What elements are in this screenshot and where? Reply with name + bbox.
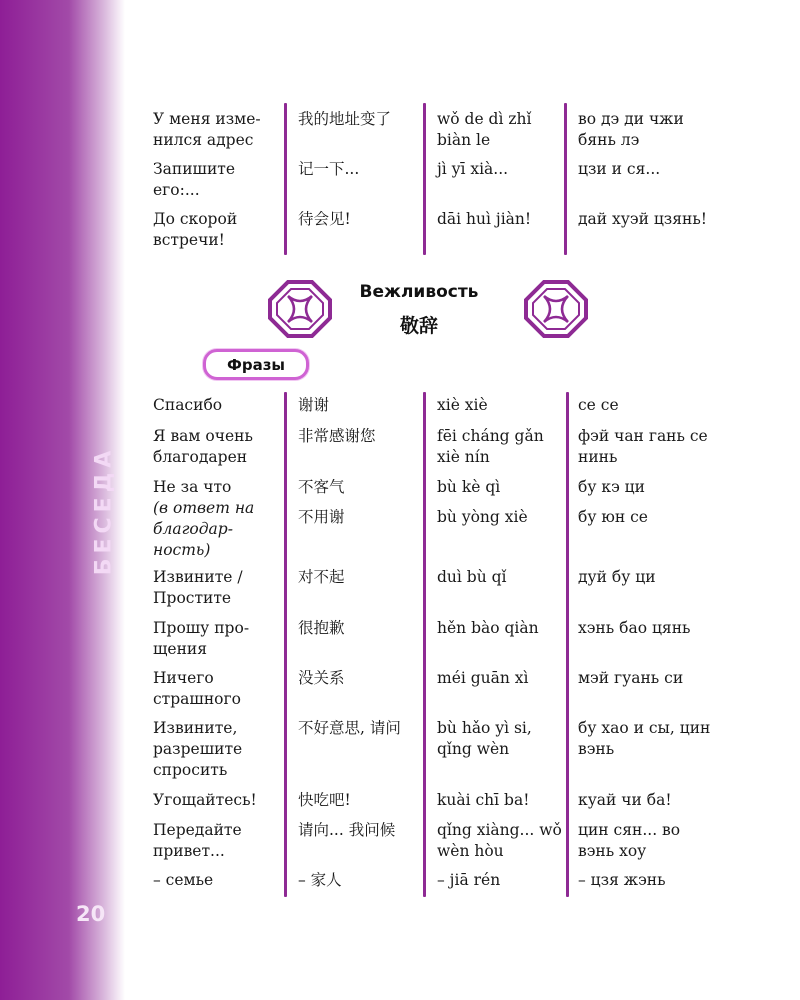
chinese-cell: 非常感谢您 [298, 427, 376, 445]
russian-cell [153, 477, 281, 561]
russian-cell: – семье [153, 871, 214, 889]
pinyin-cell: dāi huì jiàn! [437, 210, 532, 228]
transliteration-cell: – цзя жэнь [578, 871, 666, 889]
russian-cell: У меня изме-нился адрес [153, 110, 261, 149]
ornament-left-icon [268, 280, 332, 338]
russian-cell: Спасибо [153, 396, 223, 414]
russian-note: (в ответ на благодар-ность) [153, 499, 255, 559]
column-divider [284, 103, 287, 255]
russian-cell: Извините / Простите [153, 568, 243, 607]
russian-text: Не за что [153, 478, 232, 496]
transliteration-cell: бу хао и сы, цин вэнь [578, 719, 711, 758]
russian-cell: Я вам очень благодарен [153, 427, 253, 466]
russian-cell: Передайте привет... [153, 821, 242, 860]
pinyin-cell: fēi cháng gǎn xiè nín [437, 427, 544, 466]
transliteration-cell: хэнь бао цянь [578, 619, 691, 637]
transliteration-cell: дай хуэй цзянь! [578, 210, 708, 228]
chinese-cell: 对不起 [298, 568, 345, 586]
chinese-cell: 记一下... [298, 160, 360, 178]
pinyin-cell: kuài chī ba! [437, 791, 530, 809]
chinese-cell: 请向... 我问候 [298, 821, 396, 839]
pinyin-cell: xiè xiè [437, 396, 488, 414]
transliteration-cell: се се [578, 396, 619, 414]
russian-cell: Извините, разрешите спросить [153, 719, 243, 779]
transliteration-cell: куай чи ба! [578, 791, 672, 809]
pinyin-text: bù kè qì [437, 478, 501, 496]
chinese-cell: 快吃吧! [298, 791, 351, 809]
chinese-cell: 很抱歉 [298, 619, 345, 637]
chinese-cell: – 家人 [298, 871, 342, 889]
russian-cell: До скорой встречи! [153, 210, 238, 249]
transliteration-cell: фэй чан гань се нинь [578, 427, 708, 466]
pinyin-cell: – jiā rén [437, 871, 501, 889]
russian-cell: Угощайтесь! [153, 791, 257, 809]
chinese-text: 不客气 [298, 478, 345, 496]
chapter-label-text: БЕСЕДА [91, 445, 117, 575]
pinyin-cell: méi guān xì [437, 669, 529, 687]
chinese-cell: 谢谢 [298, 396, 330, 414]
chinese-cell [298, 477, 423, 528]
column-divider [284, 392, 287, 897]
ornament-right-icon [524, 280, 588, 338]
section-heading [264, 280, 564, 340]
chinese-cell: 待会见! [298, 210, 351, 228]
transliteration-cell: во дэ ди чжи бянь лэ [578, 110, 684, 149]
chinese-cell: 没关系 [298, 669, 345, 687]
page-number: 20 [76, 902, 106, 926]
pinyin-cell: jì yī xià... [437, 160, 509, 178]
transliteration-cell: цзи и ся... [578, 160, 661, 178]
column-divider [566, 392, 569, 897]
transliteration-cell: мэй гуань си [578, 669, 684, 687]
chapter-label [78, 430, 130, 590]
chinese-cell: 不好意思, 请问 [298, 719, 401, 737]
section-title: Вежливость [359, 282, 479, 302]
transliteration-text-alt: бу юн се [578, 508, 648, 526]
phrases-badge: Фразы [203, 349, 309, 380]
pinyin-cell: hěn bào qiàn [437, 619, 539, 637]
pinyin-cell: duì bù qǐ [437, 568, 507, 586]
transliteration-cell [578, 477, 718, 528]
russian-cell: Прошу про-щения [153, 619, 250, 658]
column-divider [423, 392, 426, 897]
transliteration-cell: цин сян... во вэнь хоу [578, 821, 681, 860]
pinyin-cell: qǐng xiàng... wǒ wèn hòu [437, 821, 562, 860]
pinyin-cell [437, 477, 565, 528]
pinyin-cell: wǒ de dì zhǐ biàn le [437, 110, 532, 149]
chinese-cell: 我的地址变了 [298, 110, 392, 128]
transliteration-text: бу кэ ци [578, 478, 645, 496]
russian-cell: Запишите его:... [153, 160, 236, 199]
column-divider [423, 103, 426, 255]
chinese-text-alt: 不用谢 [298, 508, 345, 526]
transliteration-cell: дуй бу ци [578, 568, 656, 586]
pinyin-cell: bù hǎo yì si, qǐng wèn [437, 719, 532, 758]
section-title-chinese: 敬辞 [399, 315, 438, 337]
russian-cell: Ничего страшного [153, 669, 241, 708]
pinyin-text-alt: bù yòng xiè [437, 508, 528, 526]
